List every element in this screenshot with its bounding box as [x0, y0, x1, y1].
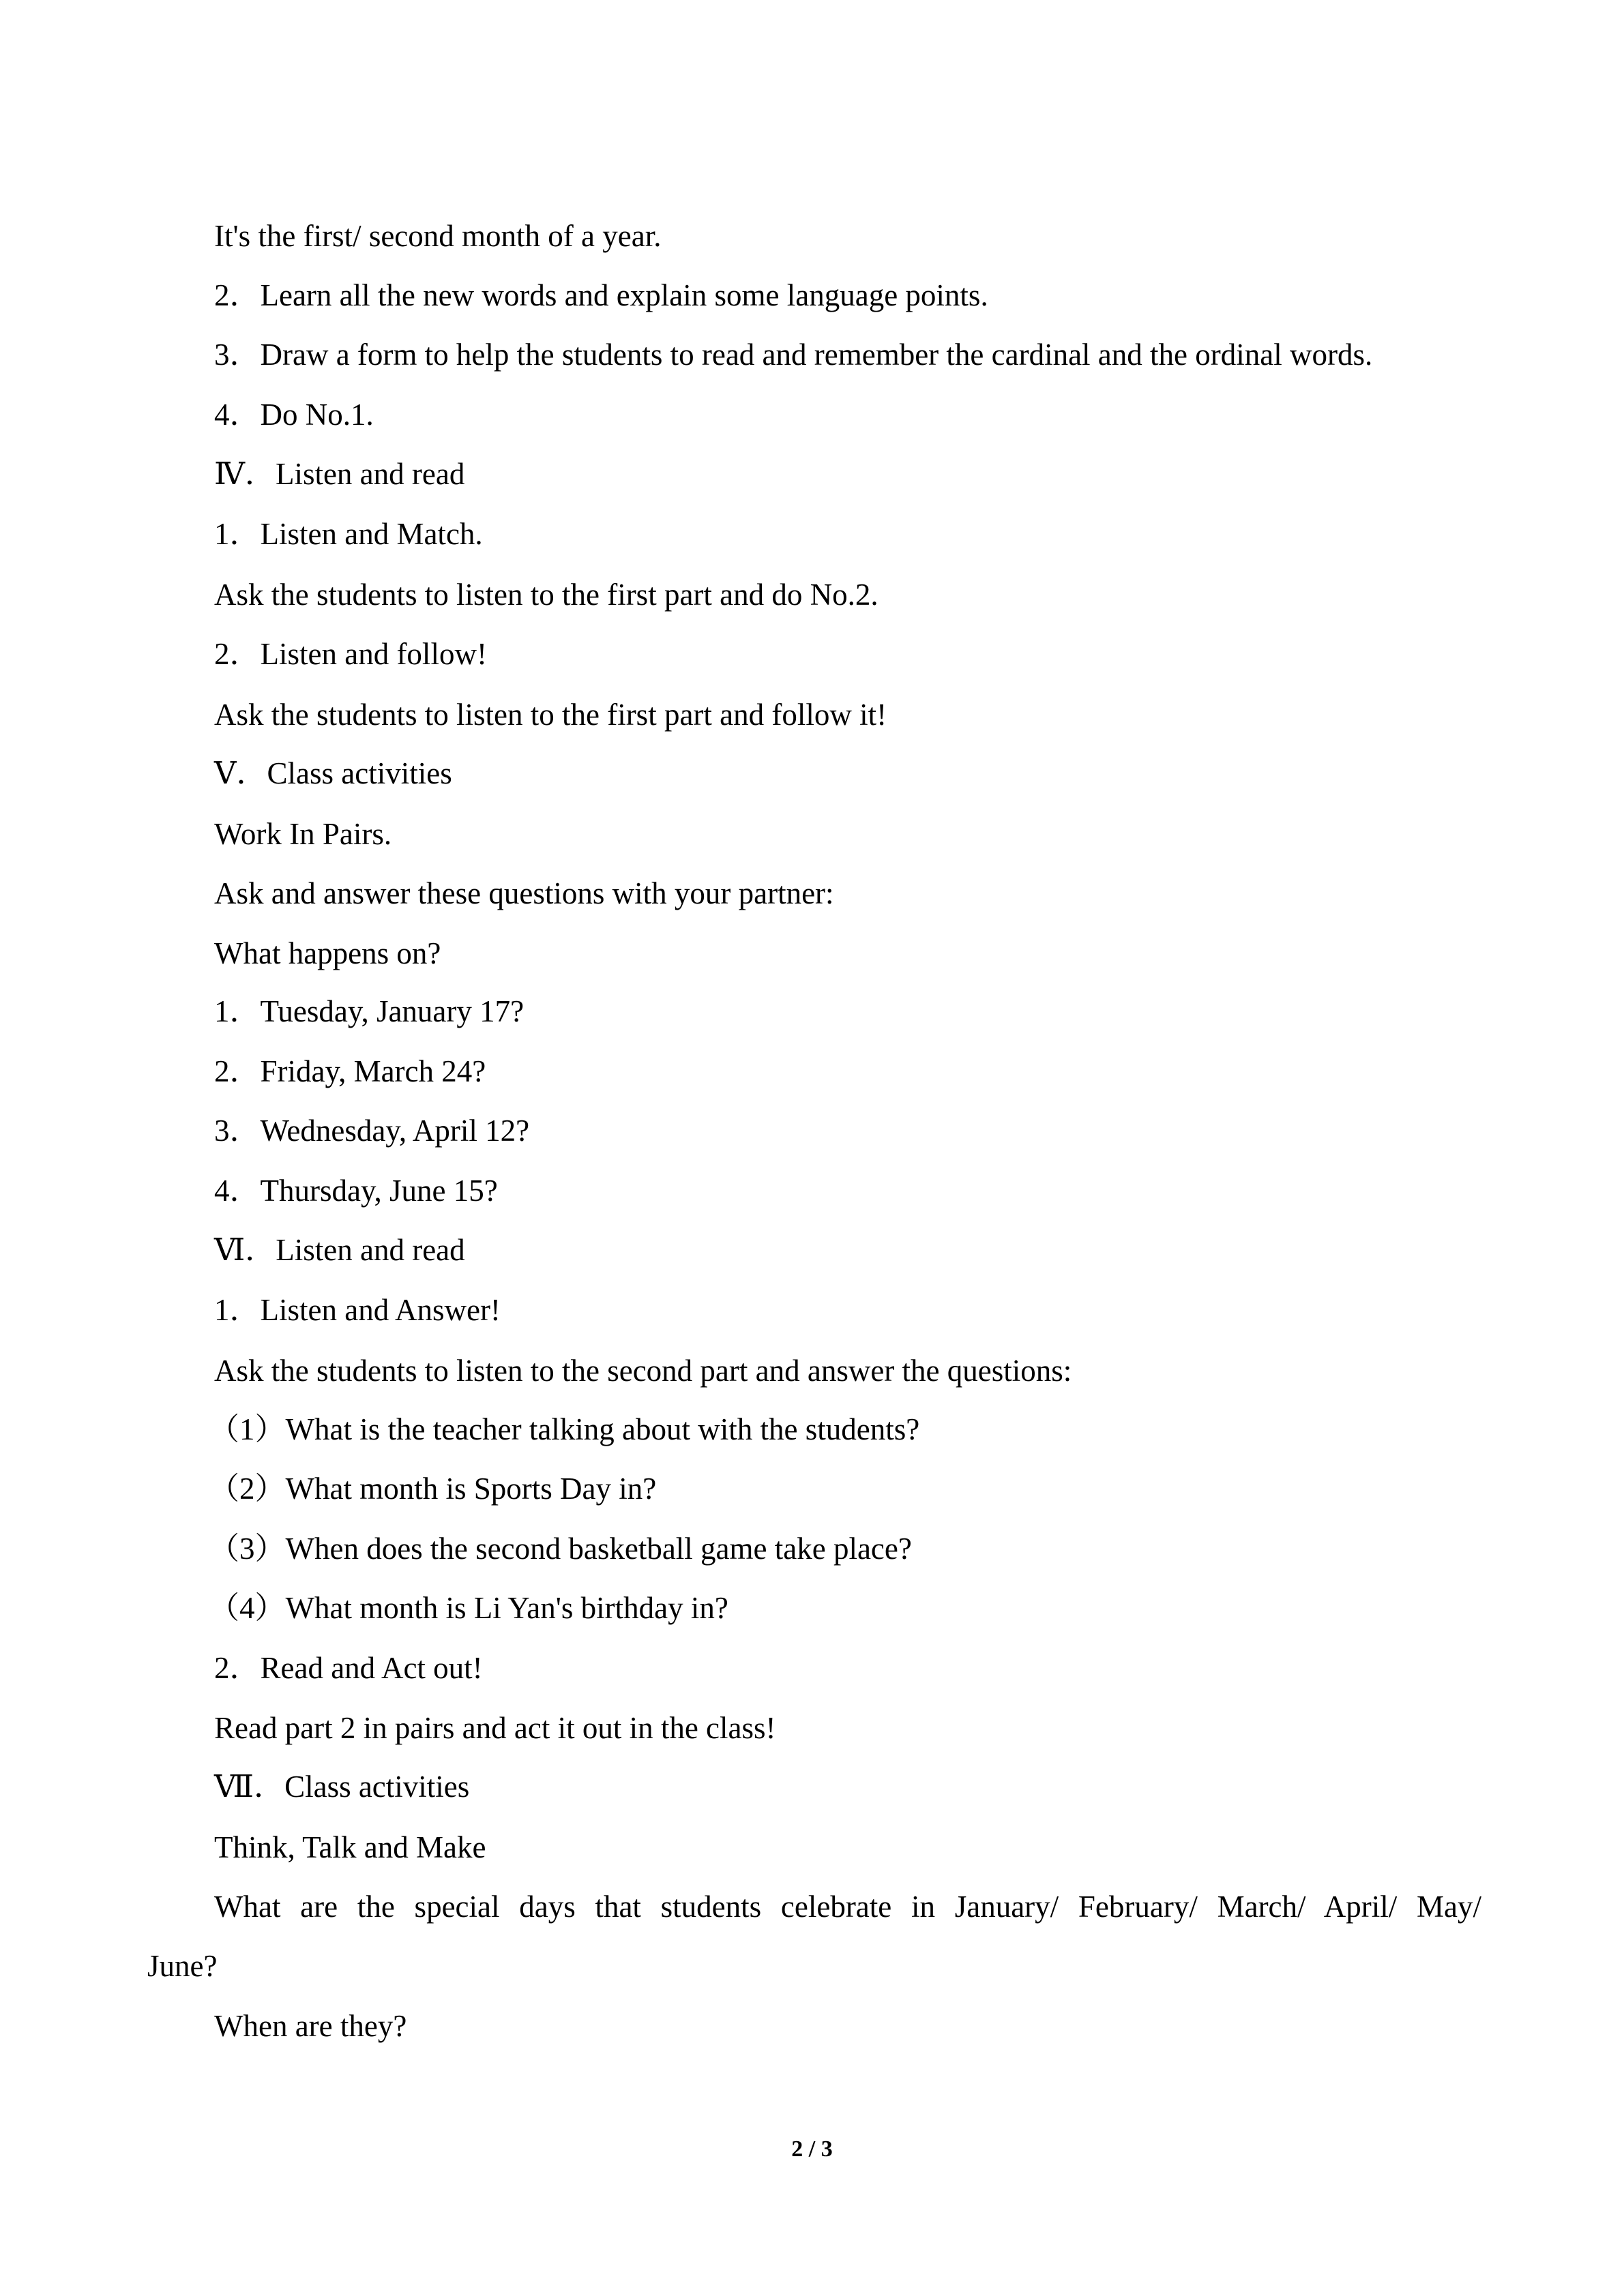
text-line: Read part 2 in pairs and act it out in the class!: [214, 1711, 776, 1745]
question-item: （3）When does the second basketball game take place?: [209, 1532, 912, 1566]
text-line-justified: What are the special days that students celebrate in January/ February/ March/ April/ May/: [214, 1890, 1481, 1924]
text-line: Think, Talk and Make: [214, 1830, 486, 1864]
text-line: Ask the students to listen to the second part and answer the questions:: [214, 1354, 1072, 1388]
section-heading: Ⅳ．Listen and read: [214, 457, 465, 491]
text-line: 1．Listen and Match.: [214, 517, 483, 551]
list-item: 4．Thursday, June 15?: [214, 1174, 498, 1208]
text-line: June?: [147, 1949, 218, 1983]
text-line: When are they?: [214, 2009, 407, 2043]
section-heading: Ⅶ．Class activities: [214, 1770, 470, 1804]
text-line: 2．Learn all the new words and explain some language points.: [214, 278, 988, 312]
text-line: 4．Do No.1.: [214, 398, 374, 432]
section-heading: Ⅴ．Class activities: [214, 756, 452, 790]
text-line: Work In Pairs.: [214, 817, 392, 851]
text-line: 2．Listen and follow!: [214, 637, 487, 671]
list-item: 3．Wednesday, April 12?: [214, 1114, 530, 1148]
text-line: Ask the students to listen to the first part and follow it!: [214, 698, 887, 732]
question-item: （2）What month is Sports Day in?: [209, 1472, 657, 1506]
question-item: （1）What is the teacher talking about with the students?: [209, 1412, 920, 1446]
text-line: 2．Read and Act out!: [214, 1651, 483, 1685]
list-item: 2．Friday, March 24?: [214, 1054, 486, 1088]
text-line: 1．Listen and Answer!: [214, 1293, 501, 1327]
section-heading: Ⅵ．Listen and read: [214, 1233, 465, 1267]
question-item: （4）What month is Li Yan's birthday in?: [209, 1591, 728, 1625]
list-item: 1．Tuesday, January 17?: [214, 994, 525, 1028]
text-line: Ask the students to listen to the first part and do No.2.: [214, 578, 879, 612]
page-number: 2 / 3: [791, 2136, 833, 2162]
text-line: It's the first/ second month of a year.: [214, 219, 662, 253]
text-line: 3．Draw a form to help the students to read and remember the cardinal and the ordinal words.: [214, 338, 1373, 372]
text-line: What happens on?: [214, 936, 441, 970]
text-line: Ask and answer these questions with your partner:: [214, 876, 834, 910]
